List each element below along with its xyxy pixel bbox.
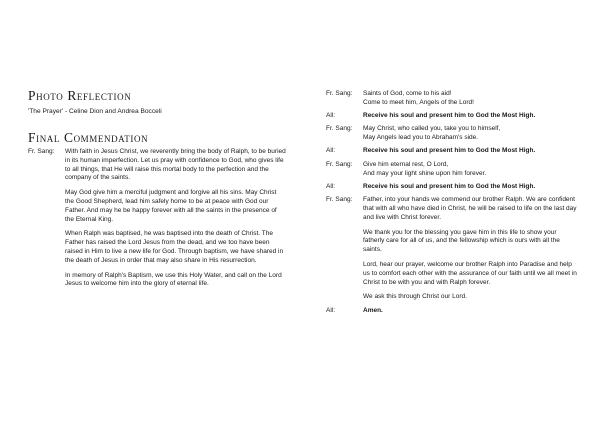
right-page <box>300 0 600 425</box>
speaker-label: Fr. Sang: <box>326 125 353 133</box>
speaker-label: Fr. Sang: <box>326 90 353 97</box>
dialogue-line <box>326 307 578 316</box>
response-text: Receive his soul and present him to God the Most High. <box>363 147 536 155</box>
dialogue-line <box>326 112 578 121</box>
speaker-label: Fr. Sang: <box>28 148 55 155</box>
commendation-paragraph: With faith in Jesus Christ, we reverently bring the body of Ralph, to be buried in its human imperfection. Let us pray with confidence to God, who gives life to all things, that He will raise this mortal body to the perfection and the company of the saints. <box>65 148 286 182</box>
dialogue-line <box>326 147 578 156</box>
speaker-label: All: <box>326 182 336 190</box>
speaker-label: Fr. Sang: <box>326 160 353 168</box>
photo-reflection-heading: Photo Reflection <box>28 88 132 103</box>
speaker-label: Fr. Sang: <box>326 196 353 204</box>
dialogue-line <box>326 90 578 108</box>
response-text: Receive his soul and present him to God the Most High. <box>363 182 536 190</box>
prayer-paragraph: Father, into your hands we commend our brother Ralph. We are confident that with all who have died in Christ, he will be raised to life on the last day and live with Christ forever. <box>363 196 577 221</box>
commendation-block <box>28 148 286 289</box>
amen-text: Amen. <box>363 306 383 314</box>
speaker-label: All: <box>326 147 336 155</box>
speaker-label: All: <box>326 112 336 120</box>
response-text: Receive his soul and present him to God the Most High. <box>363 112 536 120</box>
speaker-label: All: <box>326 306 336 314</box>
prayer-paragraph: We thank you for the blessing you gave him in this life to show your fatherly care for all of us, and the fellowship which is ours with all the saints. <box>363 228 560 254</box>
dialogue-line <box>326 161 578 179</box>
line-text: Saints of God, come to his aid! Come to meet him, Angels of the Lord! <box>363 90 474 106</box>
commendation-paragraph: In memory of Ralph's Baptism, we use this Holy Water, and call on the Lord Jesus to welcome him into the glory of eternal life. <box>65 271 282 288</box>
commendation-paragraph: When Ralph was baptised, he was baptised into the death of Christ. The Father has raised the Lord Jesus from the dead, and we too have been raised in Him to live a new life for God. Through baptism, we have shared in the death of Jesus in order that may also share in His resurrection. <box>65 230 284 264</box>
prayer-paragraph: We ask this through Christ our Lord. <box>363 293 467 301</box>
prayer-paragraph: Lord, hear our prayer, welcome our brother Ralph into Paradise and help us to comfort each other with the assurance of our faith until we all meet in Christ to be with you and with Ralph forever. <box>363 260 577 286</box>
commendation-paragraph: May God give him a merciful judgment and forgive all his sins. May Christ the Good Shepherd, lead him safely home to be at peace with God our Father. And may he be happy forever with all the saints in the presence of the Eternal King. <box>65 189 277 223</box>
line-text: May Christ, who called you, take you to himself, May Angels lead you to Abraham's side. <box>363 125 501 142</box>
dialogue-line <box>326 125 578 143</box>
photo-reflection-song: 'The Prayer' - Celine Dion and Andrea Bocceli <box>28 108 162 115</box>
final-commendation-heading: Final Commendation <box>28 130 149 145</box>
line-text: Give him eternal rest, O Lord, And may your light shine upon him forever. <box>363 160 487 177</box>
dialogue-line <box>326 183 578 192</box>
final-prayer-block <box>326 196 578 302</box>
